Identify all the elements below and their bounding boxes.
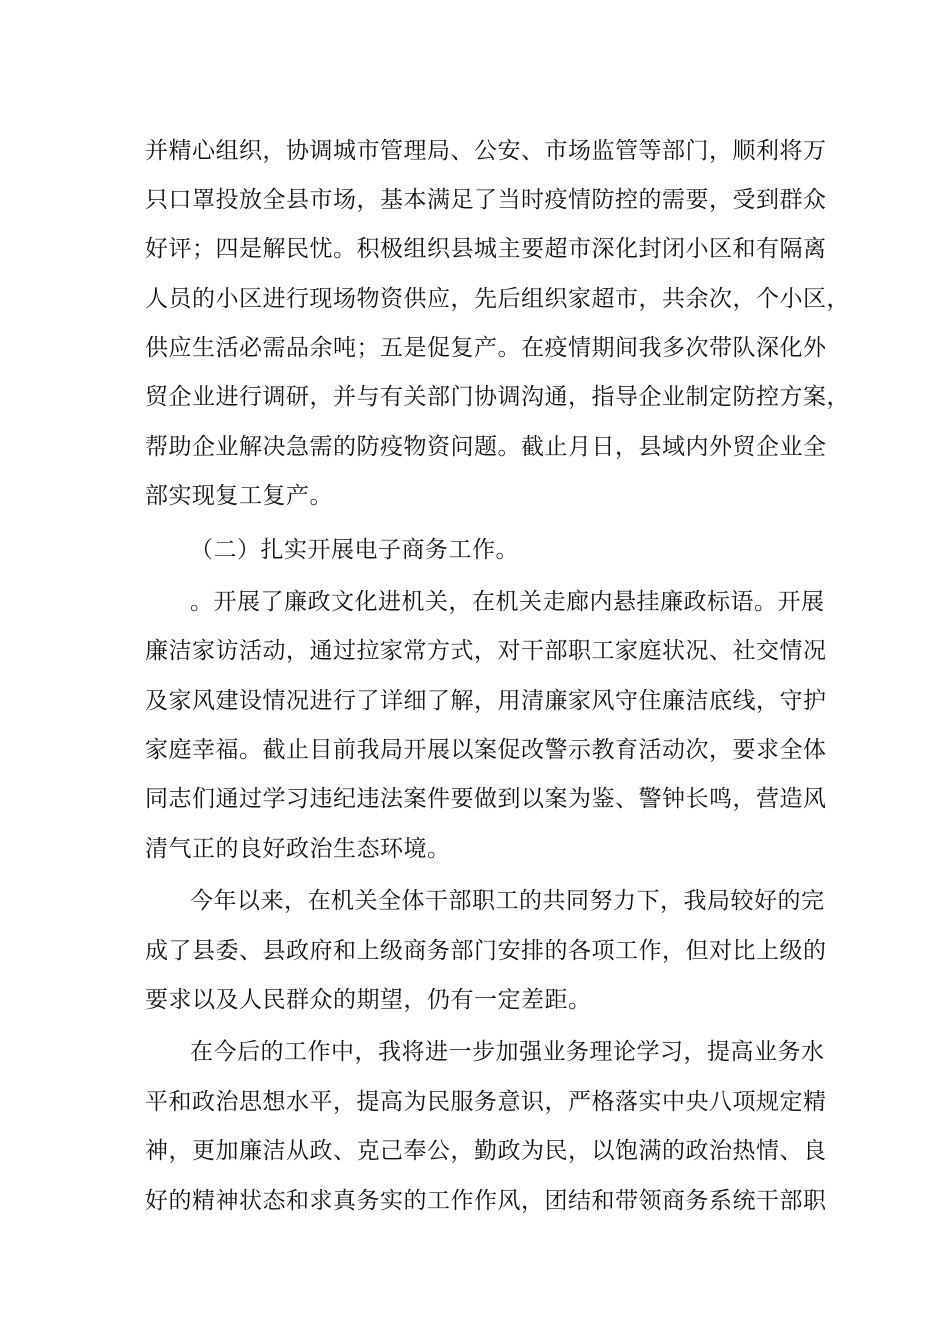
section-heading: （二）扎实开展电子商务工作。 [190,537,519,563]
text-line: 廉洁家访活动，通过拉家常方式，对干部职工家庭状况、社交情况 [145,638,827,664]
text-line: 并精心组织，协调城市管理局、公安、市场监管等部门，顺利将万 [145,138,827,164]
paragraph-start: 今年以来，在机关全体干部职工的共同努力下，我局较好的完 [190,888,825,914]
paragraph-start: 在今后的工作中，我将进一步加强业务理论学习，提高业务水 [190,1039,825,1065]
text-line: 供应生活必需品余吨；五是促复产。在疫情期间我多次带队深化外 [145,335,827,361]
text-line: 神，更加廉洁从政、克己奉公，勤政为民，以饱满的政治热情、良 [145,1138,827,1164]
text-line: 部实现复工复产。 [145,483,333,509]
text-line: 及家风建设情况进行了详细了解，用清廉家风守住廉洁底线，守护 [145,688,827,714]
text-line: 好评；四是解民忧。积极组织县城主要超市深化封闭小区和有隔离 [145,236,827,262]
text-line: 人员的小区进行现场物资供应，先后组织家超市，共余次，个小区， [145,286,850,312]
text-line: 贸企业进行调研，并与有关部门协调沟通，指导企业制定防控方案， [145,384,850,410]
text-line: 清气正的良好政治生态环境。 [145,836,451,862]
text-line: 好的精神状态和求真务实的工作作风，团结和带领商务系统干部职 [145,1188,827,1214]
text-line: 同志们通过学习违纪违法案件要做到以案为鉴、警钟长鸣，营造风 [145,786,827,812]
text-line: 要求以及人民群众的期望，仍有一定差距。 [145,987,592,1013]
text-line: 家庭幸福。截止目前我局开展以案促改警示教育活动次，要求全体 [145,737,827,763]
text-line: 成了县委、县政府和上级商务部门安排的各项工作，但对比上级的 [145,938,827,964]
text-line: 只口罩投放全县市场，基本满足了当时疫情防控的需要，受到群众 [145,187,827,213]
paragraph-start: 。开展了廉政文化进机关，在机关走廊内悬挂廉政标语。开展 [190,589,825,615]
text-line: 帮助企业解决急需的防疫物资问题。截止月日，县域内外贸企业全 [145,434,827,460]
text-line: 平和政治思想水平，提高为民服务意识，严格落实中央八项规定精 [145,1089,827,1115]
